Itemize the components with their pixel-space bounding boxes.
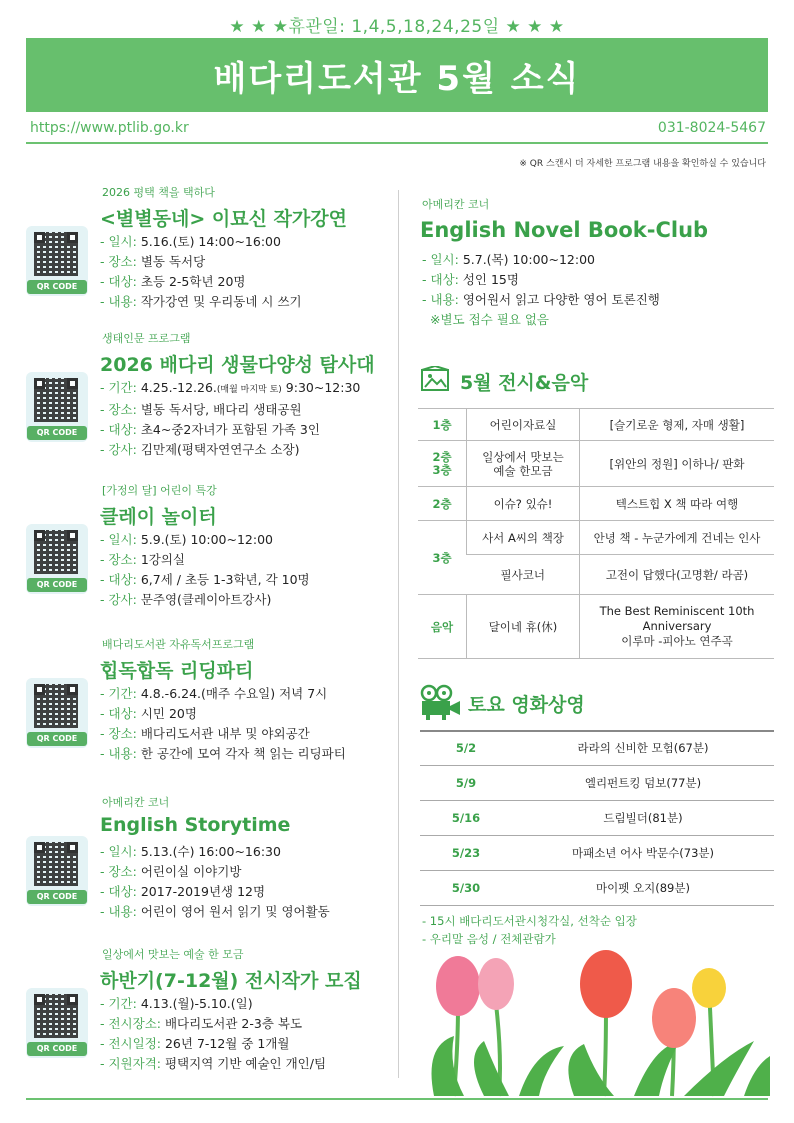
event-details [100, 232, 302, 312]
movie-note: - 우리말 음성 / 전체관람가 [422, 932, 556, 946]
detail-key: - 대상: [100, 572, 141, 587]
event-detail-line [100, 902, 330, 922]
qr-code[interactable] [26, 524, 88, 594]
event-title: <별별동네> 이묘신 작가강연 [100, 208, 347, 230]
event-subtitle: 배다리도서관 자유독서프로그램 [102, 638, 255, 651]
detail-value: 작가강연 및 우리동네 시 쓰기 [140, 294, 302, 309]
qr-code[interactable] [26, 372, 88, 442]
detail-key: - 강사: [100, 442, 141, 457]
detail-key: - 기간: [100, 380, 141, 395]
detail-key: - 일시: [100, 532, 141, 547]
floor-cell: 2층 [418, 487, 467, 521]
qr-code-label: QR CODE [27, 578, 87, 592]
movie-row [420, 731, 774, 765]
detail-value: 26년 7-12월 중 1개월 [164, 1036, 290, 1051]
detail-key: - 장소: [100, 402, 141, 417]
exhibition-row [418, 487, 774, 521]
qr-code-image [34, 378, 78, 422]
exhibition-row [418, 595, 774, 659]
event-detail-line [100, 704, 346, 724]
detail-key: - 전시장소: [100, 1016, 165, 1031]
detail-value: 시민 20명 [140, 706, 197, 721]
event-detail-line [100, 420, 360, 440]
movie-row [420, 800, 774, 835]
bookclub-line: - 일시: 5.7.(목) 10:00~12:00 [422, 252, 596, 267]
place-cell: 어린이자료실 [467, 409, 580, 441]
content-cell: 텍스트힙 X 책 따라 여행 [580, 487, 775, 521]
event-details [100, 378, 360, 460]
movie-date: 5/30 [420, 870, 512, 905]
qr-code-label: QR CODE [27, 890, 87, 904]
detail-value-extra: 9:30~12:30 [281, 380, 361, 395]
qr-code-label: QR CODE [27, 280, 87, 294]
detail-note: (매월 마지막 토) [216, 385, 282, 395]
movie-date: 5/23 [420, 835, 512, 870]
movie-name: 드림빌더(81분) [512, 800, 774, 835]
content-cell: [슬기로운 형제, 자매 생활] [580, 409, 775, 441]
detail-key: - 내용: [100, 294, 141, 309]
qr-code-label: QR CODE [27, 426, 87, 440]
event-detail-line [100, 684, 346, 704]
detail-key: - 지원자격: [100, 1056, 165, 1071]
qr-code[interactable] [26, 988, 88, 1058]
exhibition-title: 5월 전시&음악 [460, 372, 589, 394]
detail-key: - 대상: [100, 706, 141, 721]
detail-value: 어린이실 이야기방 [140, 864, 242, 879]
exhibition-row [418, 409, 774, 441]
qr-code-label: QR CODE [27, 1042, 87, 1056]
qr-code-image [34, 232, 78, 276]
exhibition-row [418, 555, 774, 595]
detail-key: - 내용: [100, 746, 141, 761]
event-details [100, 842, 330, 922]
detail-value: 배다리도서관 2-3층 복도 [164, 1016, 303, 1031]
qr-code[interactable] [26, 678, 88, 748]
detail-value: 별동 독서당 [140, 254, 206, 269]
movie-date: 5/2 [420, 731, 512, 765]
footer-divider [26, 1098, 768, 1100]
place-cell: 일상에서 맛보는 예술 한모금 [467, 441, 580, 487]
event-detail-line [100, 570, 310, 590]
event-detail-line [100, 272, 302, 292]
event-detail-line [100, 550, 310, 570]
event-title: 클레이 놀이터 [100, 506, 217, 528]
qr-code-image [34, 994, 78, 1038]
event-detail-line [100, 252, 302, 272]
movie-name: 라라의 신비한 모험(67분) [512, 731, 774, 765]
movies-title: 토요 영화상영 [468, 694, 585, 716]
event-subtitle: 일상에서 맛보는 예술 한 모금 [102, 948, 244, 961]
event-detail-line [100, 590, 310, 610]
movie-name: 엘리펀트킹 덤보(77분) [512, 765, 774, 800]
event-detail-line [100, 232, 302, 252]
detail-value: 김만제(평택자연연구소 소장) [140, 442, 300, 457]
floor-cell: 3층 [418, 521, 467, 595]
event-subtitle: [가정의 달] 어린이 특강 [102, 484, 217, 497]
qr-code-label: QR CODE [27, 732, 87, 746]
detail-value: 문주영(클레이아트강사) [140, 592, 272, 607]
detail-value: 별동 독서당, 배다리 생태공원 [140, 402, 302, 417]
event-detail-line [100, 530, 310, 550]
movie-date: 5/16 [420, 800, 512, 835]
detail-key: - 일시: [100, 844, 141, 859]
qr-code-image [34, 684, 78, 728]
event-subtitle: 아메리칸 코너 [102, 796, 170, 809]
movie-date: 5/9 [420, 765, 512, 800]
event-subtitle: 2026 평택 책을 택하다 [102, 186, 215, 199]
event-detail-line [100, 1054, 326, 1074]
qr-code-image [34, 842, 78, 886]
detail-value: 어린이 영어 원서 읽기 및 영어활동 [140, 904, 330, 919]
event-detail-line [100, 378, 360, 400]
detail-key: - 강사: [100, 592, 141, 607]
phone-number: 031-8024-5467 [657, 120, 766, 136]
detail-value: 초4~중2자녀가 포함된 가족 3인 [140, 422, 320, 437]
bookclub-details [422, 250, 660, 330]
place-cell: 달이네 휴(休) [467, 595, 580, 659]
detail-value: 5.9.(토) 10:00~12:00 [140, 532, 274, 547]
bookclub-line: - 내용: 영어원서 읽고 다양한 영어 토론진행 [422, 292, 660, 307]
qr-code-image [34, 530, 78, 574]
detail-value: 평택지역 기반 예술인 개인/팀 [164, 1056, 327, 1071]
movie-row [420, 765, 774, 800]
detail-value: 초등 2-5학년 20명 [140, 274, 246, 289]
qr-code[interactable] [26, 226, 88, 296]
movie-name: 마패소년 어사 박문수(73분) [512, 835, 774, 870]
movie-table [420, 730, 774, 906]
event-detail-line [100, 862, 330, 882]
bookclub-title: English Novel Book-Club [420, 218, 709, 242]
event-detail-line [100, 744, 346, 764]
content-cell: The Best Reminiscent 10th Anniversary 이루마 -피아노 연주곡 [580, 595, 775, 659]
event-detail-line [100, 440, 360, 460]
detail-key: - 장소: [100, 552, 141, 567]
bookclub-subtitle: 아메리칸 코너 [422, 198, 490, 211]
floor-cell: 2층 3층 [418, 441, 467, 487]
detail-value: 5.16.(토) 14:00~16:00 [140, 234, 281, 249]
detail-value: 배다리도서관 내부 및 야외공간 [140, 726, 310, 741]
qr-code[interactable] [26, 836, 88, 906]
event-detail-line [100, 724, 346, 744]
detail-value: 4.25.-12.26. [140, 380, 217, 395]
film-projector-icon [418, 684, 462, 720]
title-banner [26, 38, 768, 112]
detail-value: 5.13.(수) 16:00~16:30 [140, 844, 281, 859]
detail-key: - 전시일정: [100, 1036, 165, 1051]
event-detail-line [100, 400, 360, 420]
detail-value: 2017-2019년생 12명 [140, 884, 266, 899]
column-divider [398, 190, 399, 1078]
event-details [100, 994, 326, 1074]
detail-value: 한 공간에 모여 각자 책 읽는 리딩파티 [140, 746, 346, 761]
detail-key: - 장소: [100, 864, 141, 879]
event-detail-line [100, 292, 302, 312]
detail-value: 4.13.(월)-5.10.(일) [140, 996, 253, 1011]
event-detail-line [100, 1034, 326, 1054]
detail-key: - 장소: [100, 254, 141, 269]
bookclub-note: ※별도 접수 필요 없음 [430, 312, 549, 327]
detail-key: - 장소: [100, 726, 141, 741]
place-cell: 필사코너 [467, 555, 580, 595]
picture-frame-icon [420, 366, 450, 392]
header-divider [26, 142, 768, 144]
content-cell: 안녕 책 - 누군가에게 건네는 인사 [580, 521, 775, 555]
event-details [100, 530, 310, 610]
detail-value: 4.8.-6.24.(매주 수요일) 저녁 7시 [140, 686, 328, 701]
event-title: 하반기(7-12월) 전시작가 모집 [100, 970, 362, 992]
movie-row [420, 835, 774, 870]
exhibition-row [418, 441, 774, 487]
event-subtitle: 생태인문 프로그램 [102, 332, 191, 345]
event-detail-line [100, 882, 330, 902]
event-title: English Storytime [100, 814, 291, 836]
detail-value: 1강의실 [140, 552, 186, 567]
floor-cell: 1층 [418, 409, 467, 441]
event-detail-line [100, 1014, 326, 1034]
event-title: 힙독합독 리딩파티 [100, 660, 254, 682]
content-cell: 고전이 답했다(고명환/ 라곰) [580, 555, 775, 595]
detail-key: - 기간: [100, 996, 141, 1011]
tulip-illustration [424, 946, 770, 1098]
event-detail-line [100, 842, 330, 862]
bookclub-line: - 대상: 성인 15명 [422, 272, 519, 287]
floor-cell: 음악 [418, 595, 467, 659]
movie-row [420, 870, 774, 905]
detail-key: - 기간: [100, 686, 141, 701]
page-title: 배다리도서관 5월 소식 [213, 58, 581, 99]
place-cell: 이슈? 있슈! [467, 487, 580, 521]
detail-key: - 대상: [100, 422, 141, 437]
website-link[interactable]: https://www.ptlib.go.kr [30, 120, 189, 136]
detail-key: - 대상: [100, 274, 141, 289]
place-cell: 사서 A씨의 책장 [467, 521, 580, 555]
detail-key: - 일시: [100, 234, 141, 249]
movie-name: 마이펫 오지(89분) [512, 870, 774, 905]
movie-notes [422, 912, 637, 948]
exhibition-row [418, 521, 774, 555]
detail-key: - 대상: [100, 884, 141, 899]
exhibition-table [418, 408, 774, 659]
event-title: 2026 배다리 생물다양성 탐사대 [100, 354, 375, 376]
event-details [100, 684, 346, 764]
holiday-notice: ★ ★ ★휴관일: 1,4,5,18,24,25일 ★ ★ ★ [229, 17, 565, 37]
qr-note: ※ QR 스캔시 더 자세한 프로그램 내용을 확인하실 수 있습니다 [519, 159, 766, 169]
content-cell: [위안의 정원] 이하나/ 판화 [580, 441, 775, 487]
event-detail-line [100, 994, 326, 1014]
movie-note: - 15시 배다리도서관시청각실, 선착순 입장 [422, 914, 637, 928]
detail-key: - 내용: [100, 904, 141, 919]
detail-value: 6,7세 / 초등 1-3학년, 각 10명 [140, 572, 310, 587]
